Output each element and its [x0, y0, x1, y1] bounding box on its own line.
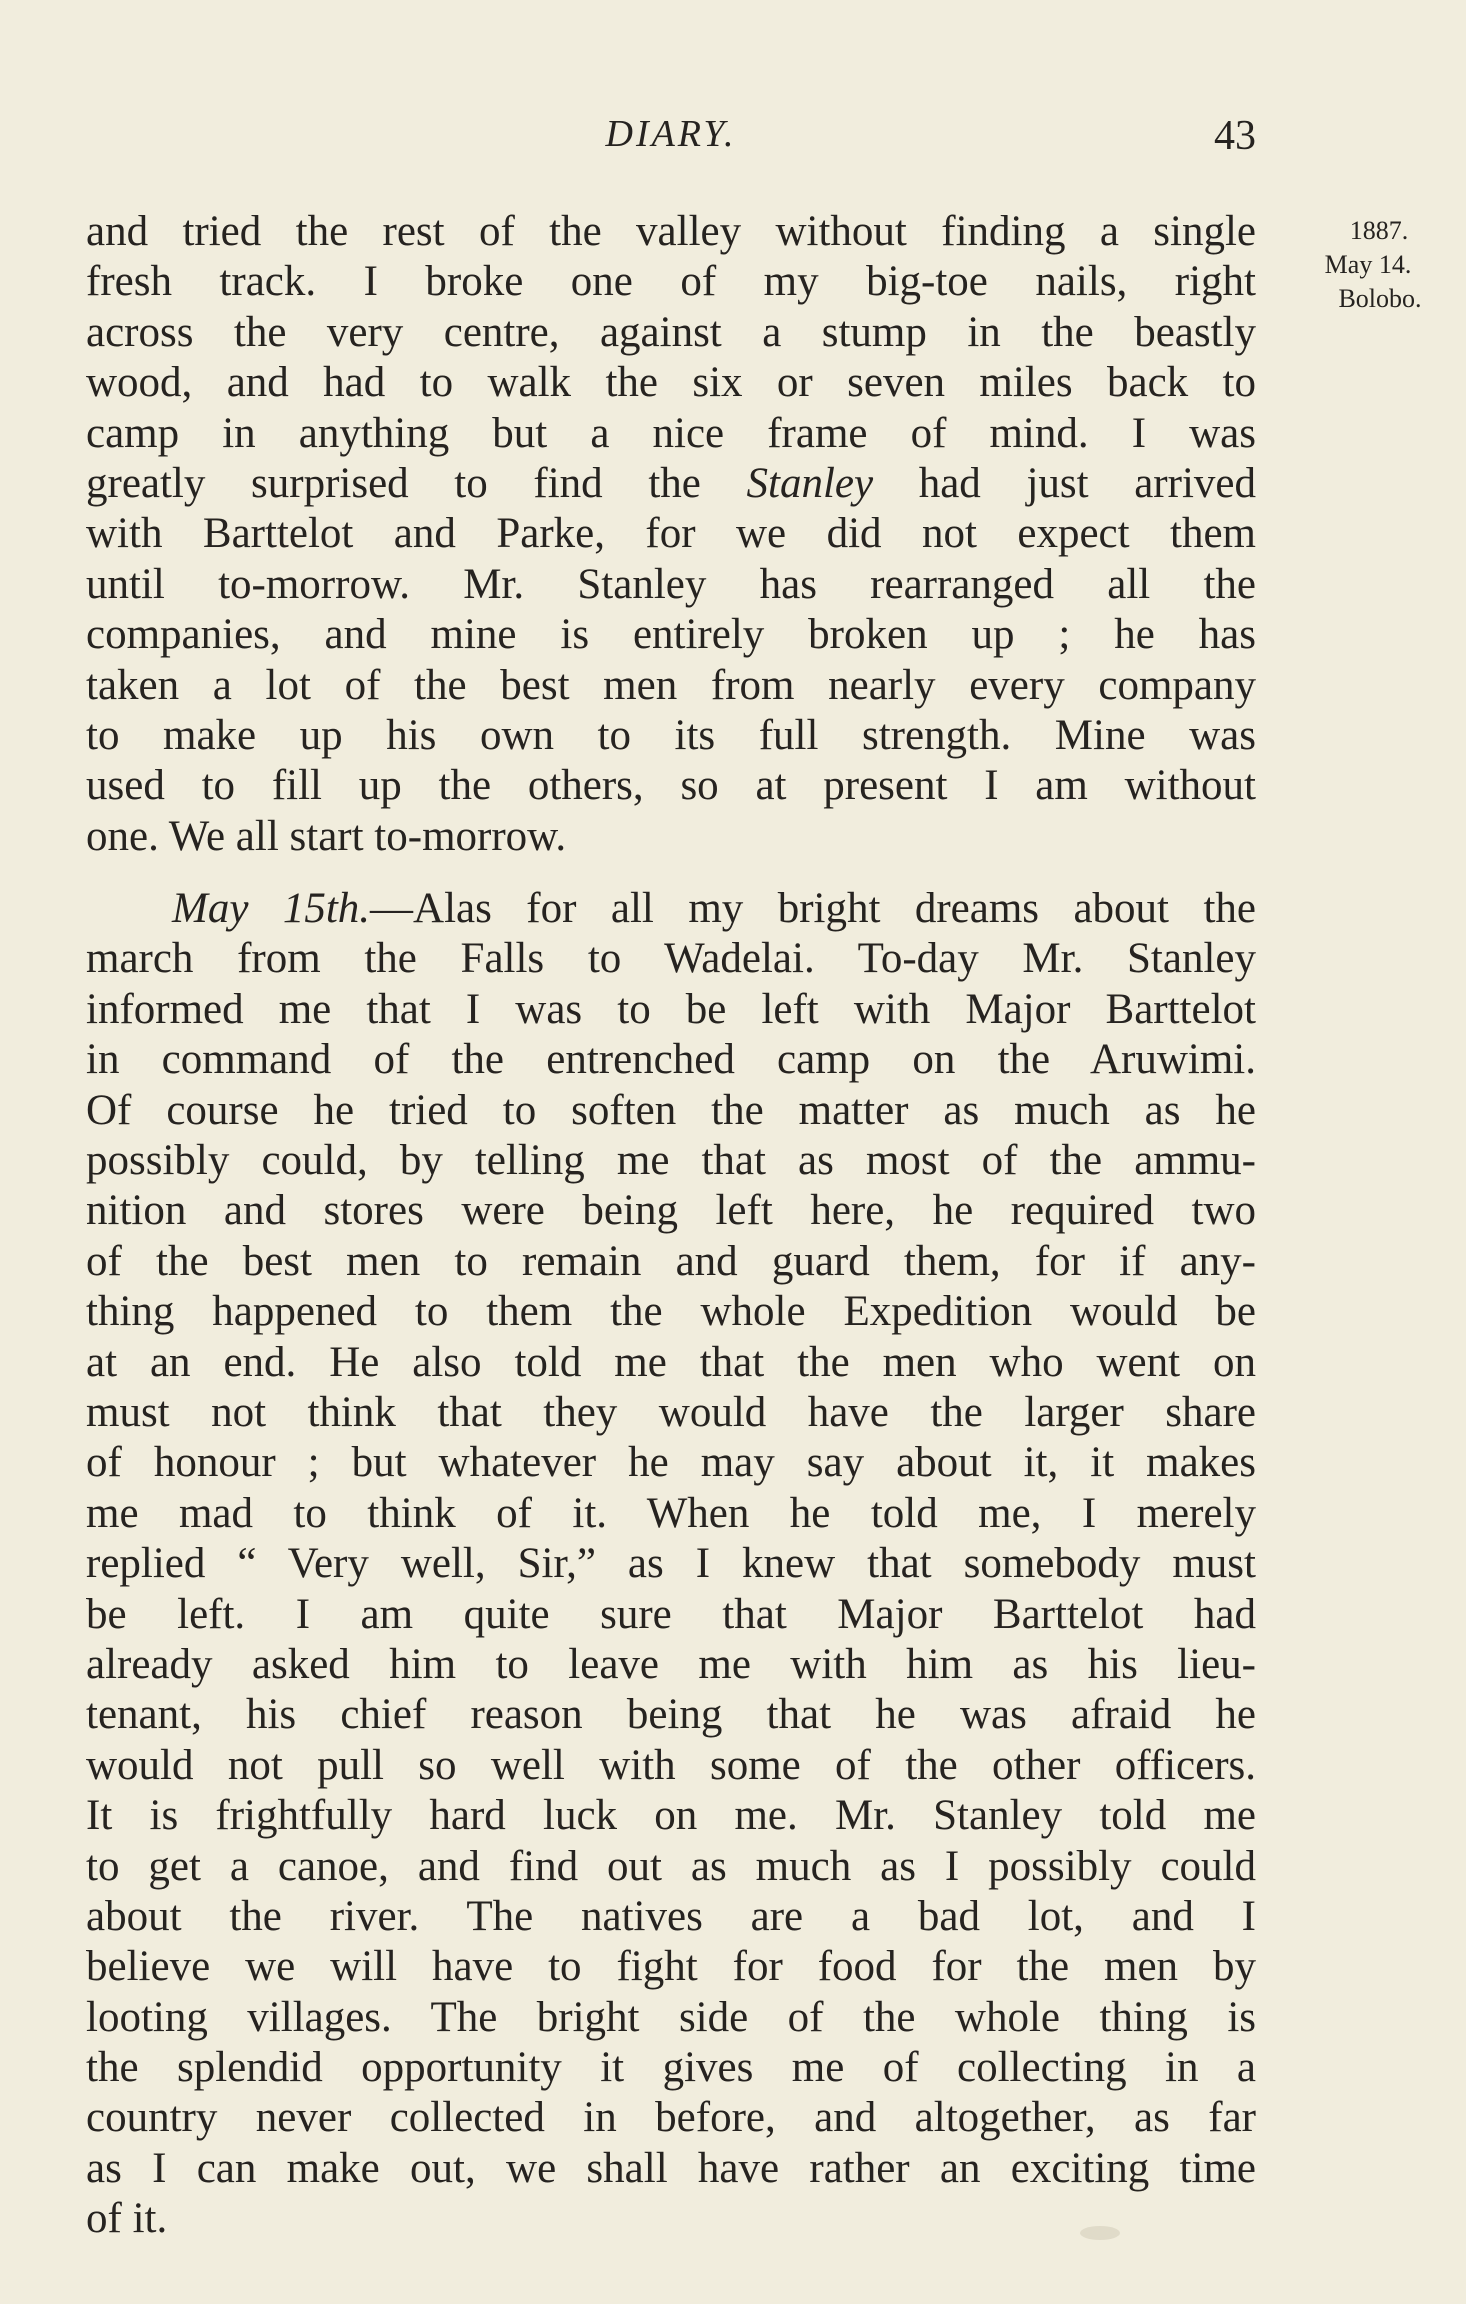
text-line: of honour ; but whatever he may say about it, it makes — [86, 1439, 1256, 1487]
text-line: march from the Falls to Wadelai. To-day Mr. Stanley — [86, 935, 1256, 983]
paragraph-2 — [86, 884, 1256, 2245]
text-line — [86, 459, 1256, 509]
running-head — [86, 112, 1256, 168]
text-line: about the river. The natives are a bad lot, and I — [86, 1892, 1256, 1940]
margin-note-place: Bolobo. — [1338, 284, 1422, 313]
text-line: used to fill up the others, so at present I am without — [86, 762, 1256, 810]
text-line: at an end. He also told me that the men who went on — [86, 1338, 1256, 1386]
text-line: with Barttelot and Parke, for we did not expect them — [86, 510, 1256, 558]
text-line: the splendid opportunity it gives me of collecting in a — [86, 2044, 1256, 2092]
text-line: replied “ Very well, Sir,” as I knew that somebody must — [86, 1540, 1256, 1588]
body-text — [86, 207, 1256, 2245]
entry-date: May 15th. — [172, 885, 371, 933]
text-line: possibly could, by telling me that as most of the ammu- — [86, 1137, 1256, 1185]
margin-note-date: May 14. — [1324, 250, 1412, 279]
text-line: fresh track. I broke one of my big-toe nails, right — [86, 258, 1256, 306]
text-line: would not pull so well with some of the other officers. — [86, 1741, 1256, 1789]
paper-stain — [1080, 2226, 1120, 2240]
text-line: companies, and mine is entirely broken up ; he has — [86, 611, 1256, 659]
text-line: until to-morrow. Mr. Stanley has rearranged all the — [86, 560, 1256, 608]
text-line: looting villages. The bright side of the whole thing is — [86, 1993, 1256, 2041]
text-line: must not think that they would have the larger share — [86, 1388, 1256, 1436]
text-line: camp in anything but a nice frame of mind. I was — [86, 409, 1256, 457]
ship-name: Stanley — [746, 459, 874, 507]
text-line: informed me that I was to be left with Major Barttelot — [86, 985, 1256, 1033]
text-line: across the very centre, against a stump in the beastly — [86, 308, 1256, 356]
text-line: be left. I am quite sure that Major Barttelot had — [86, 1590, 1256, 1638]
text-line: nition and stores were being left here, he required two — [86, 1187, 1256, 1235]
text-line: as I can make out, we shall have rather an exciting time — [86, 2144, 1256, 2192]
text-line: of it. — [86, 2195, 168, 2243]
text-line: It is frightfully hard luck on me. Mr. Stanley told me — [86, 1792, 1256, 1840]
text-line: country never collected in before, and altogether, as far — [86, 2094, 1256, 2142]
text-line: already asked him to leave me with him as his lieu- — [86, 1640, 1256, 1688]
margin-note — [1290, 214, 1440, 316]
text-line — [86, 884, 1256, 934]
text-line: Of course he tried to soften the matter as much as he — [86, 1086, 1256, 1134]
text-line: one. We all start to-morrow. — [86, 812, 567, 860]
text-line: to get a canoe, and find out as much as I possibly could — [86, 1842, 1256, 1890]
text-line: taken a lot of the best men from nearly every company — [86, 661, 1256, 709]
text-line: thing happened to them the whole Expedition would be — [86, 1288, 1256, 1336]
text-line: believe we will have to fight for food for the men by — [86, 1943, 1256, 1991]
text-segment: had just arrived — [873, 459, 1256, 507]
page-number: 43 — [1214, 113, 1256, 159]
text-line: of the best men to remain and guard them, for if any- — [86, 1237, 1256, 1285]
text-line: tenant, his chief reason being that he was afraid he — [86, 1691, 1256, 1739]
running-title: DIARY. — [605, 113, 737, 155]
text-line: wood, and had to walk the six or seven miles back to — [86, 359, 1256, 407]
text-line: me mad to think of it. When he told me, I merely — [86, 1489, 1256, 1537]
text-line: in command of the entrenched camp on the Aruwimi. — [86, 1036, 1256, 1084]
margin-note-year: 1887. — [1349, 216, 1409, 245]
text-line: to make up his own to its full strength. Mine was — [86, 711, 1256, 759]
text-line: and tried the rest of the valley without finding a single — [86, 208, 1256, 255]
text-segment: —Alas for all my bright dreams about the — [370, 885, 1256, 933]
text-segment: greatly surprised to find the — [86, 459, 747, 507]
paragraph-1 — [86, 207, 1256, 862]
